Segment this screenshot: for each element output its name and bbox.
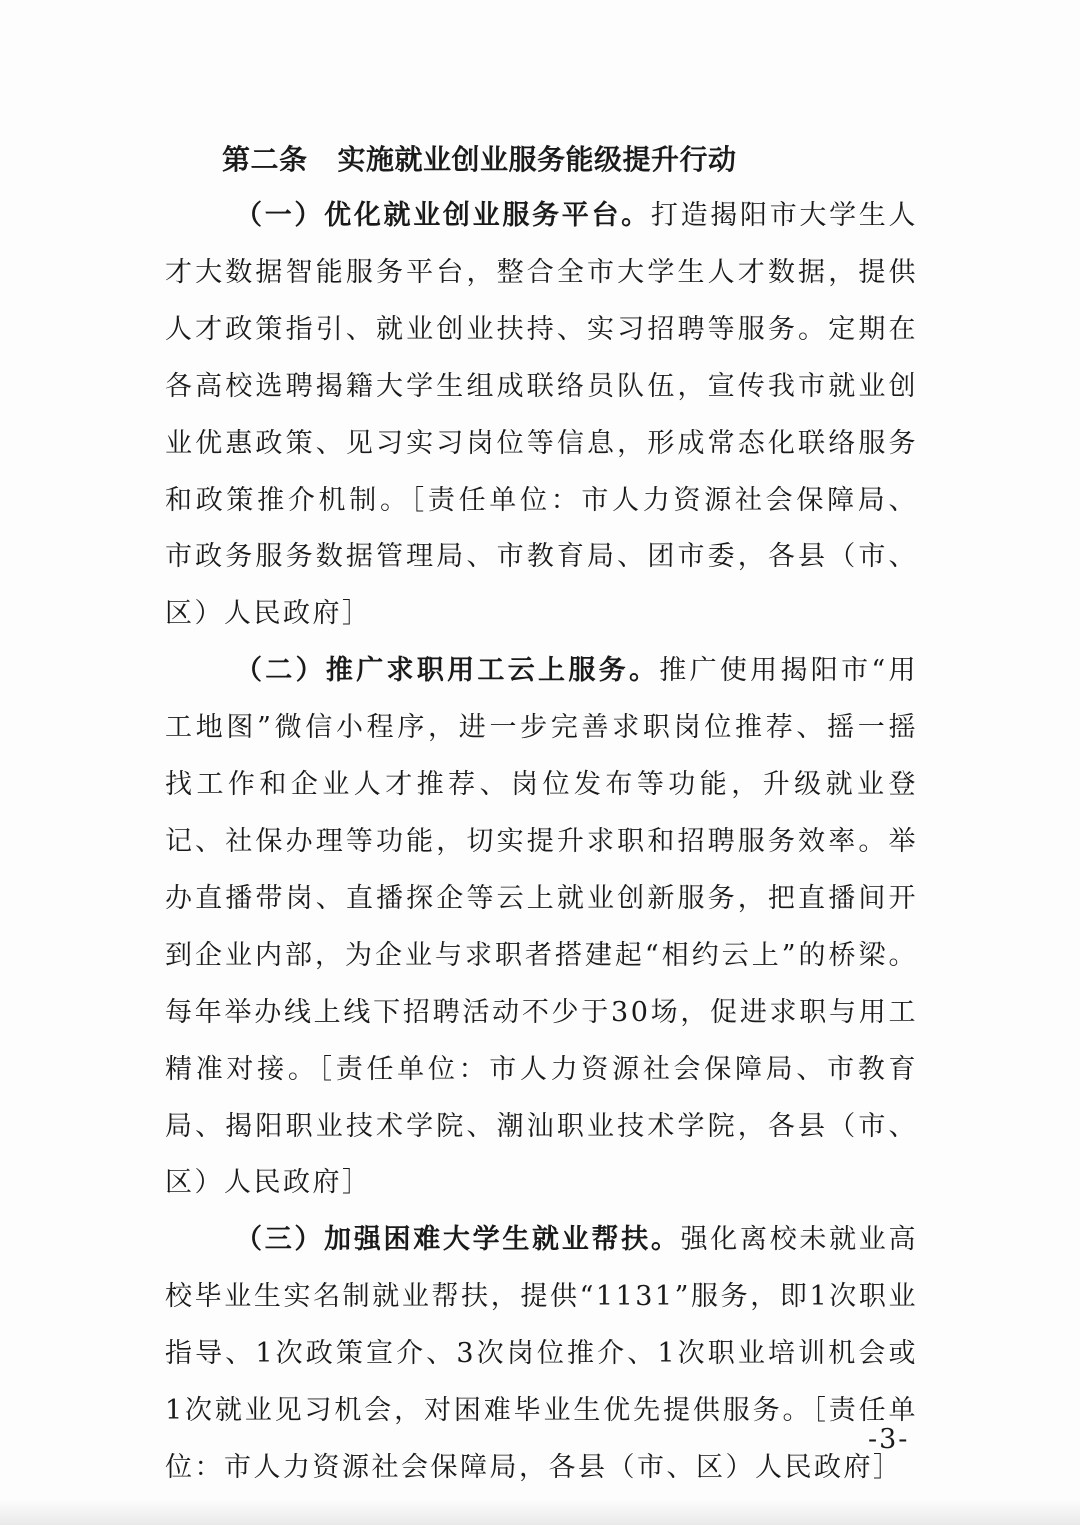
paragraph-3 — [165, 1212, 918, 1497]
paragraph-2-text: 推广使用揭阳市“用工地图”微信小程序，进一步完善求职岗位推荐、摇一摇找工作和企业人才推荐、岗位发布等功能，升级就业登记、社保办理等功能，切实提升求职和招聘服务效率。举办直播带岗、直播探企等云上就业创新服务，把直播间开到企业内部，为企业与求职者搭建起“相约云上”的桥梁。每年举办线上线下招聘活动不少于30场，促进求职与用工精准对接。［责任单位：市人力资源社会保障局、市教育局、揭阳职业技术学院、潮汕职业技术学院，各县（市、区）人民政府］ — [165, 655, 919, 1199]
paragraph-2 — [165, 643, 918, 1212]
document-body — [165, 132, 918, 1497]
paragraph-1-lead: （一）优化就业创业服务平台。 — [235, 200, 651, 231]
paragraph-1-text: 打造揭阳市大学生人才大数据智能服务平台，整合全市大学生人才数据，提供人才政策指引、就业创业扶持、实习招聘等服务。定期在各高校选聘揭籍大学生组成联络员队伍，宣传我市就业创业优惠政策、见习实习岗位等信息，形成常态化联络服务和政策推介机制。［责任单位：市人力资源社会保障局、市政务服务数据管理局、市教育局、团市委，各县（市、区）人民政府］ — [165, 200, 919, 630]
paragraph-2-lead: （二）推广求职用工云上服务。 — [235, 655, 660, 687]
paragraph-3-text: 强化离校未就业高校毕业生实名制就业帮扶，提供“1131”服务，即1次职业指导、1次政策宣介、3次岗位推介、1次职业培训机会或1次就业见习机会，对困难毕业生优先提供服务。［责任单位：市人力资源社会保障局，各县（市、区）人民政府］ — [165, 1224, 919, 1483]
article-number: 第二条 — [222, 143, 308, 176]
scan-bottom-edge — [0, 1499, 1080, 1525]
paragraph-1 — [165, 188, 918, 643]
section-heading — [222, 132, 918, 188]
section-title: 实施就业创业服务能级提升行动 — [337, 143, 737, 176]
page-number: -3- — [868, 1424, 910, 1455]
paragraph-3-lead: （三）加强困难大学生就业帮扶。 — [235, 1224, 681, 1256]
